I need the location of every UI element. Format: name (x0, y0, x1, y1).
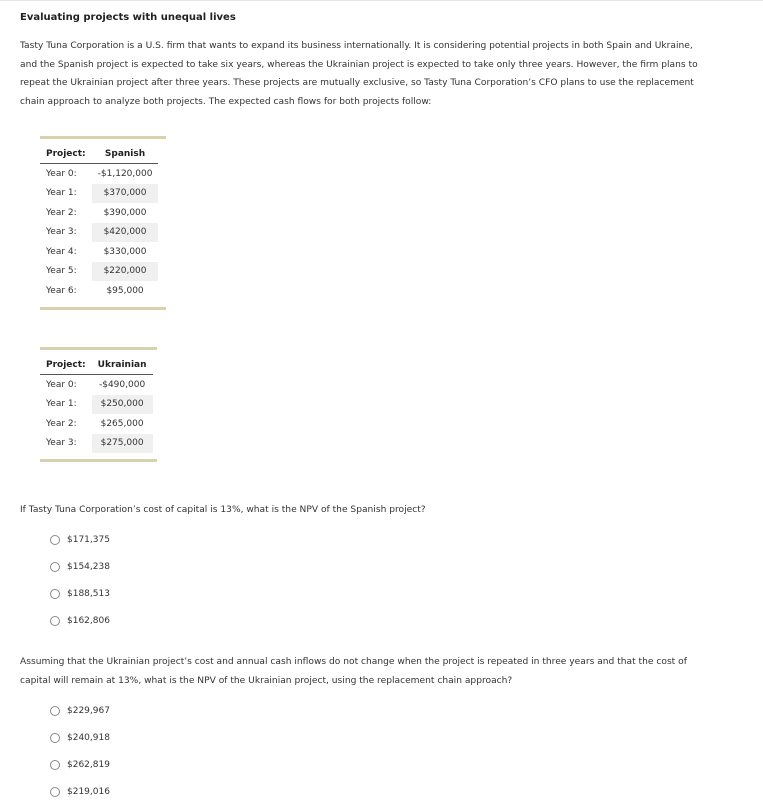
top-divider (0, 0, 763, 1)
year-label: Year 3: (46, 227, 77, 238)
ukrainian-cash-flow-table (40, 347, 157, 462)
answer-option-text: $188,513 (67, 589, 110, 599)
answer-option-q1-a[interactable] (50, 535, 110, 545)
answer-option-text: $229,967 (67, 706, 110, 716)
answer-option-q2-a[interactable] (50, 706, 110, 716)
cash-flow-value: $420,000 (92, 223, 159, 243)
radio-button[interactable] (50, 760, 60, 770)
year-label: Year 2: (46, 418, 77, 429)
year-label: Year 0: (46, 379, 77, 390)
cash-flow-value: $220,000 (92, 262, 159, 282)
answer-option-q1-c[interactable] (50, 589, 110, 599)
year-label: Year 1: (46, 399, 77, 410)
radio-button[interactable] (50, 706, 60, 716)
cash-flow-value: $250,000 (92, 395, 153, 415)
cash-flow-value: $265,000 (100, 418, 144, 429)
answer-option-q1-d[interactable] (50, 616, 110, 626)
answer-option-q2-d[interactable] (50, 787, 110, 797)
radio-button[interactable] (50, 562, 60, 572)
radio-button[interactable] (50, 733, 60, 743)
year-label: Year 6: (46, 285, 77, 296)
answer-option-text: $240,918 (67, 733, 110, 743)
answer-option-text: $171,375 (67, 535, 110, 545)
spanish-cash-flow-table (40, 136, 166, 310)
cash-flow-value: $370,000 (92, 184, 159, 204)
answer-option-text: $154,238 (67, 562, 110, 572)
year-label: Year 5: (46, 266, 77, 277)
cash-flow-value: $275,000 (92, 434, 153, 454)
page-title: Evaluating projects with unequal lives (20, 12, 236, 23)
table-header-label: Project: (40, 356, 92, 375)
cash-flow-value: -$1,120,000 (97, 168, 153, 179)
cash-flow-value: $390,000 (103, 207, 147, 218)
answer-option-q1-b[interactable] (50, 562, 110, 572)
radio-button[interactable] (50, 787, 60, 797)
year-label: Year 2: (46, 207, 77, 218)
cash-flow-value: $330,000 (103, 246, 147, 257)
year-label: Year 3: (46, 438, 77, 449)
year-label: Year 1: (46, 188, 77, 199)
radio-button[interactable] (50, 616, 60, 626)
answer-option-text: $262,819 (67, 760, 110, 770)
year-label: Year 4: (46, 246, 77, 257)
radio-button[interactable] (50, 589, 60, 599)
cash-flow-value: $95,000 (106, 285, 144, 296)
answer-option-text: $162,806 (67, 616, 110, 626)
year-label: Year 0: (46, 168, 77, 179)
question-ukrainian-npv: Assuming that the Ukrainian project’s cost and annual cash inflows do not change when the project is repeated in three years and that the cost of capital will remain at 13%, what is the NPV of the Ukrainian project, using the replacement chain approach? (20, 657, 687, 686)
question-spanish-npv: If Tasty Tuna Corporation’s cost of capital is 13%, what is the NPV of the Spanish project? (20, 505, 426, 515)
answer-option-text: $219,016 (67, 787, 110, 797)
table-header-project: Ukrainian (92, 356, 153, 375)
table-header-label: Project: (40, 145, 92, 164)
answer-option-q2-c[interactable] (50, 760, 110, 770)
answer-option-q2-b[interactable] (50, 733, 110, 743)
table-header-project: Spanish (92, 145, 159, 164)
cash-flow-value: -$490,000 (98, 379, 146, 390)
radio-button[interactable] (50, 535, 60, 545)
intro-paragraph: Tasty Tuna Corporation is a U.S. firm that wants to expand its business internationally. It is considering potential projects in both Spain and Ukraine, and the Spanish project is expected to take six years, whereas the Ukrainian project is expected to take only three years. However, the firm plans to repeat the Ukrainian project after three years. These projects are mutually exclusive, so Tasty Tuna Corporation’s CFO plans to use the replacement chain approach to analyze both projects. The expected cash flows for both projects follow: (20, 41, 698, 107)
